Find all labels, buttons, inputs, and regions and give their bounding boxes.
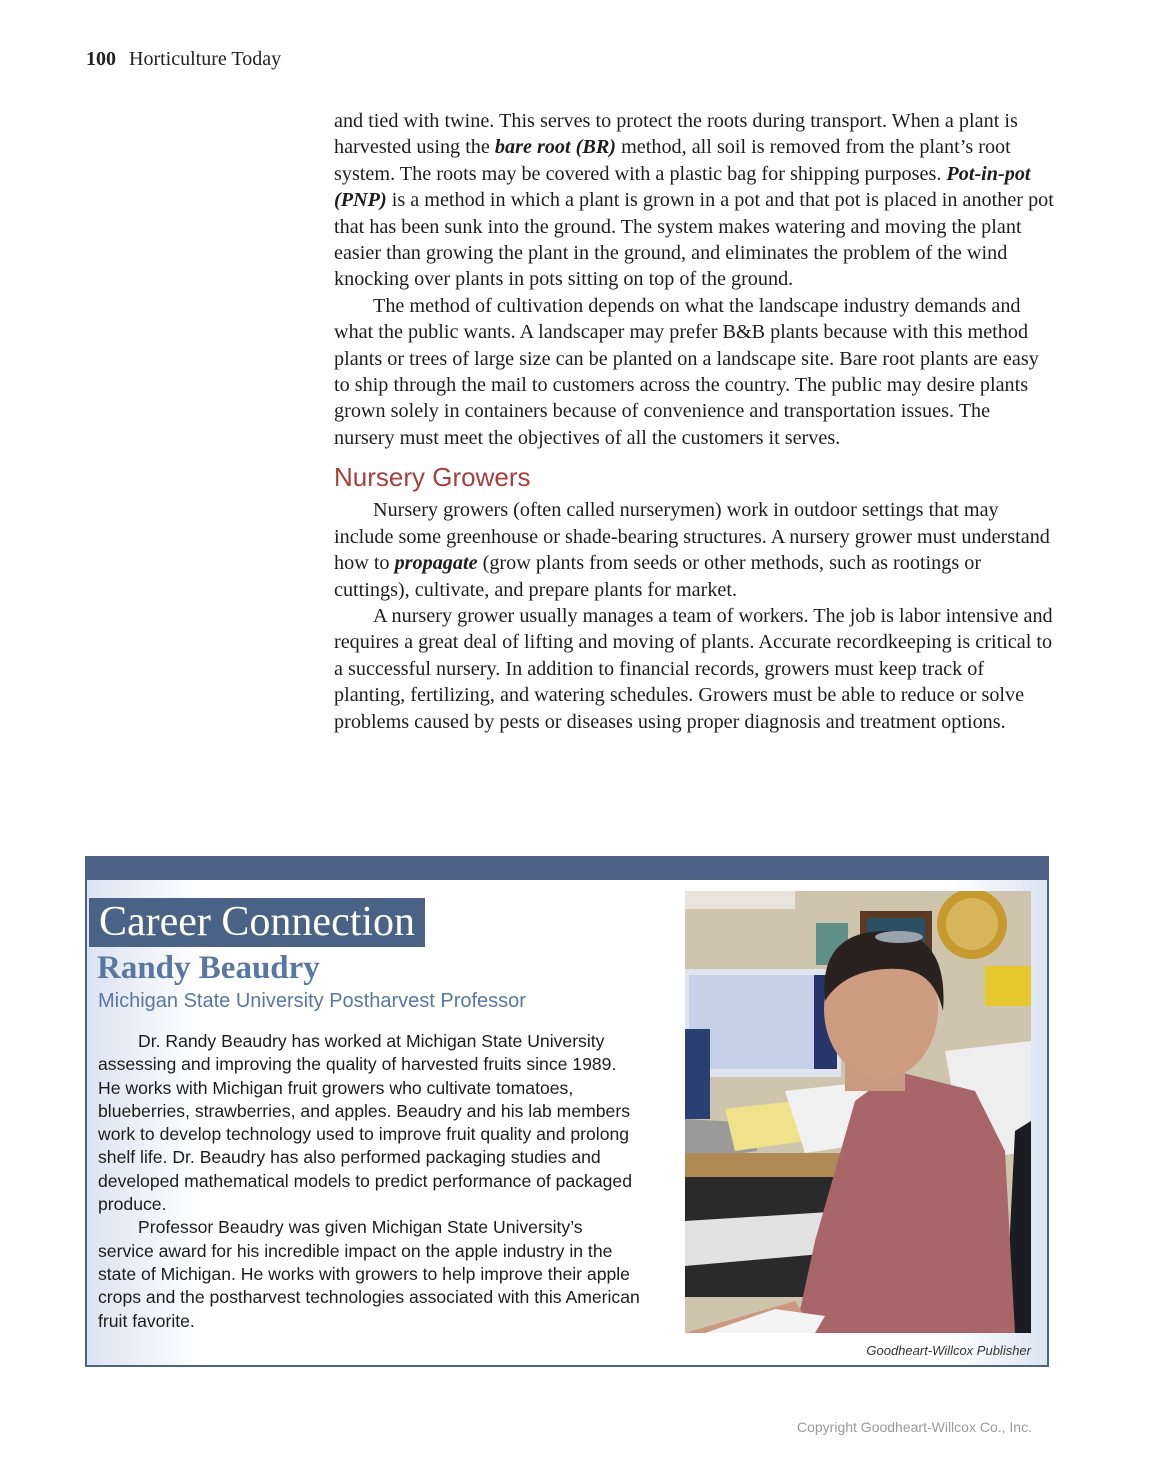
paragraph-cultivation-method: The method of cultivation depends on what the landscape industry demands and what the public wants. A landscaper may prefer B&B plants because with this method plants or trees of large size can be planted on a landscape site. Bare root plants are easy to ship through the mail to customers across the country. The public may desire plants grown solely in containers because of convenience and transportation issues. The nursery must meet the objectives of all the customers it serves.	[334, 294, 1039, 449]
text-run: and tied with twine. This serves to protect the roots during transport. When a plant is harvested using the	[334, 110, 1018, 159]
wall-art	[685, 891, 795, 909]
profile-role: Michigan State University Postharvest Professor	[98, 990, 526, 1012]
text-run: Nursery growers (often called nurserymen) work in outdoor settings that may include some greenhouse or shade-bearing structures. A nursery grower must understand how to	[334, 499, 1050, 575]
text-run: (grow plants from seeds or other methods, such as rootings or cuttings), cultivate, and prepare plants for market.	[334, 552, 982, 601]
copyright-notice: Copyright Goodheart-Willcox Co., Inc.	[797, 1419, 1032, 1435]
paragraph-nursery-management: A nursery grower usually manages a team of workers. The job is labor intensive and requires a great deal of lifting and moving of plants. Accurate recordkeeping is critical to a successful nursery. In addition to financial records, growers must keep track of planting, fertilizing, and watering schedules. Growers must be able to reduce or solve problems caused by pests or diseases using proper diagnosis and treatment options.	[334, 604, 1053, 733]
paragraph-propagation-methods	[334, 108, 1054, 293]
profile-paragraph: Professor Beaudry was given Michigan State University’s service award for his incredible impact on the apple industry in the state of Michigan. He works with growers to help improve their apple crops and the postharvest technologies associated with this American fruit favorite.	[98, 1217, 640, 1331]
box-header-bar	[87, 858, 1047, 880]
profile-body	[98, 1030, 643, 1333]
photo-illustration	[685, 891, 1031, 1333]
laptop-screen	[685, 1029, 710, 1119]
career-connection-title: Career Connection	[89, 898, 425, 947]
page-number: 100	[86, 48, 116, 70]
photo-credit: Goodheart-Willcox Publisher	[866, 1343, 1031, 1358]
running-head	[86, 48, 281, 71]
sunglasses	[875, 931, 923, 943]
profile-name: Randy Beaudry	[97, 950, 320, 986]
profile-photo	[685, 891, 1031, 1333]
text-run: method, all soil is removed from the plant’s root system. The roots may be covered with a plastic bag for shipping purposes.	[334, 136, 1011, 185]
career-connection-box	[85, 856, 1049, 1367]
profile-paragraph: Dr. Randy Beaudry has worked at Michigan State University assessing and improving the quality of harvested fruits since 1989. He works with Michigan fruit growers who cultivate tomatoes, blueberries, strawberries, and apples. Beaudry and his lab members work to develop technology used to improve fruit quality and prolong shelf life. Dr. Beaudry has also performed packaging studies and developed mathematical models to predict performance of packaged produce.	[98, 1031, 632, 1215]
key-term-propagate: propagate	[394, 552, 478, 575]
yellow-object	[985, 966, 1031, 1006]
section-heading-nursery-growers: Nursery Growers	[334, 462, 531, 493]
book-title: Horticulture Today	[129, 48, 282, 70]
text-run: is a method in which a plant is grown in a pot and that pot is placed in another pot that has been sunk into the ground. The system makes watering and moving the plant easier than growing the plant in the ground, and eliminates the problem of the wind knocking over plants in pots sitting on top of the ground.	[334, 189, 1054, 291]
paragraph-nursery-growers	[334, 497, 1054, 603]
key-term-pot-in-pot: Pot-in-pot (PNP)	[334, 162, 1031, 212]
main-text-column	[334, 108, 1054, 735]
key-term-bare-root: bare root (BR)	[494, 136, 617, 159]
